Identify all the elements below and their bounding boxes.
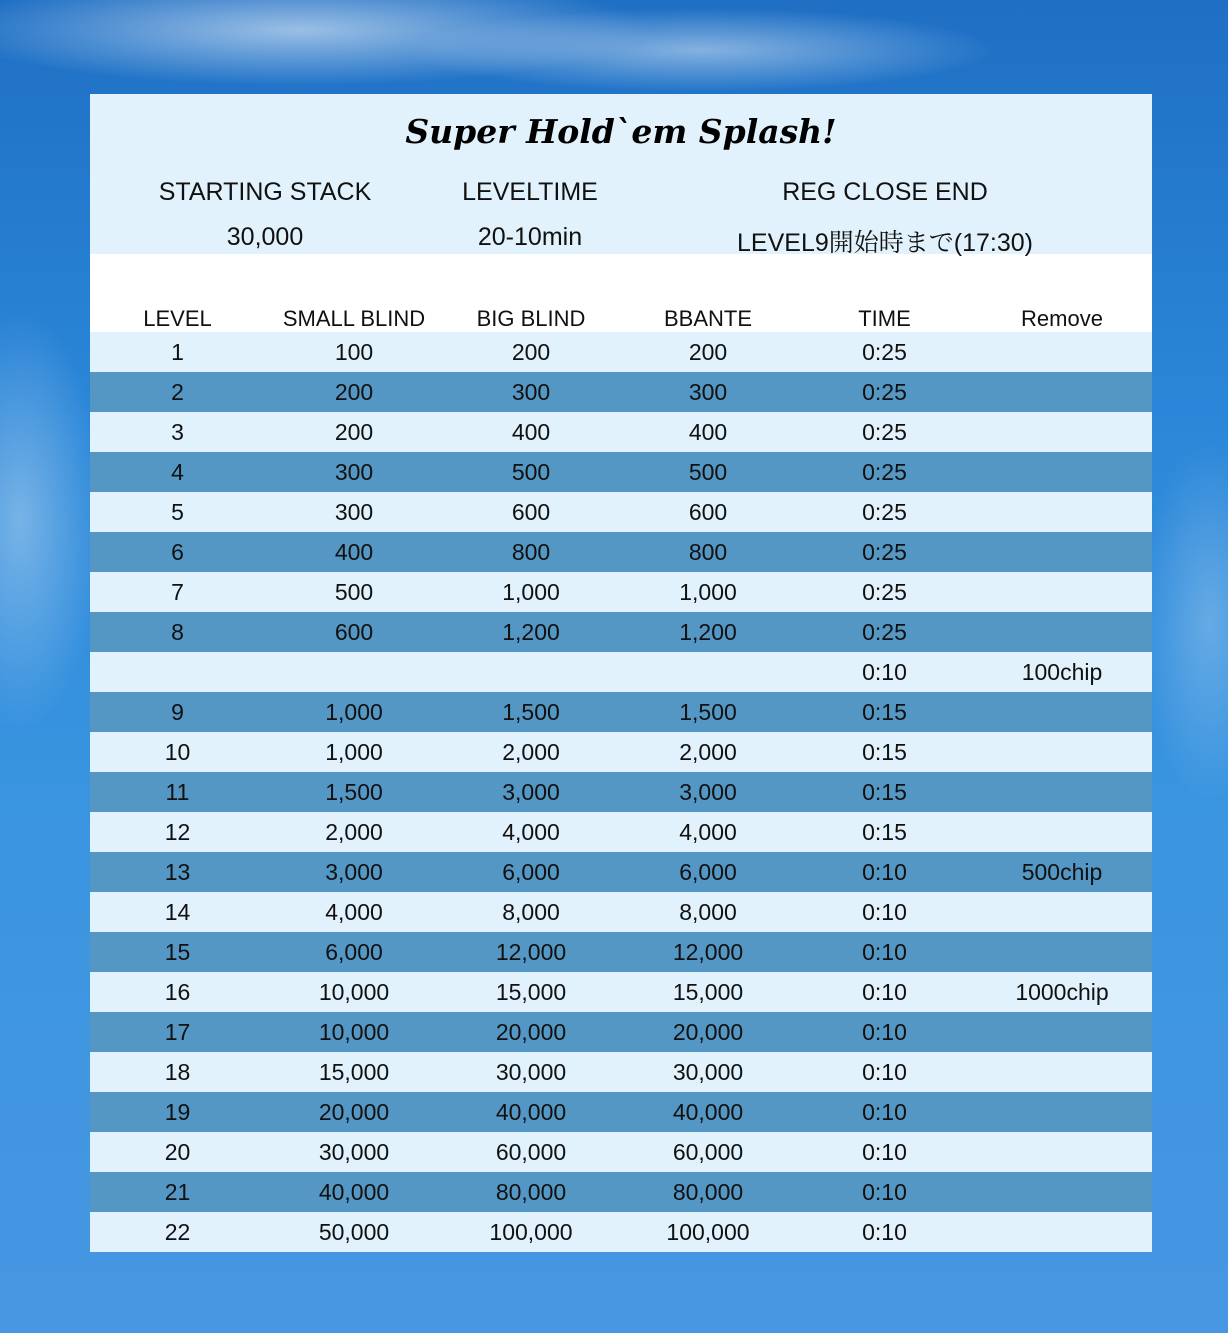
cell-bbante: 80,000 bbox=[672, 1178, 744, 1205]
cell-small-blind: 1,000 bbox=[325, 698, 383, 725]
cell-time: 0:15 bbox=[862, 818, 907, 845]
cell-bbante: 12,000 bbox=[672, 938, 744, 965]
cell-time: 0:10 bbox=[862, 658, 907, 685]
cell-small-blind: 3,000 bbox=[325, 858, 383, 885]
cell-time: 0:15 bbox=[862, 698, 907, 725]
table-row bbox=[90, 852, 1152, 892]
cell-bbante: 500 bbox=[688, 458, 728, 485]
cell-time: 0:10 bbox=[862, 1058, 907, 1085]
cell-small-blind: 4,000 bbox=[325, 898, 383, 925]
cell-level: 10 bbox=[164, 738, 191, 765]
table-row bbox=[90, 652, 1152, 692]
table-row bbox=[90, 612, 1152, 652]
cell-big-blind: 6,000 bbox=[502, 858, 560, 885]
cell-level: 22 bbox=[164, 1218, 191, 1245]
cell-big-blind: 8,000 bbox=[502, 898, 560, 925]
cell-level: 15 bbox=[164, 938, 191, 965]
table-row bbox=[90, 972, 1152, 1012]
cell-bbante: 40,000 bbox=[672, 1098, 744, 1125]
cell-level: 2 bbox=[171, 378, 184, 405]
cell-bbante: 15,000 bbox=[672, 978, 744, 1005]
column-header-time: TIME bbox=[858, 306, 911, 331]
table-row bbox=[90, 1052, 1152, 1092]
table-row bbox=[90, 1092, 1152, 1132]
cell-small-blind: 100 bbox=[334, 338, 374, 365]
table-row bbox=[90, 772, 1152, 812]
table-header bbox=[90, 296, 1152, 332]
cell-bbante: 60,000 bbox=[672, 1138, 744, 1165]
cell-level: 13 bbox=[164, 858, 191, 885]
cell-time: 0:10 bbox=[862, 978, 907, 1005]
table-row bbox=[90, 1132, 1152, 1172]
cell-remove: 500chip bbox=[1021, 858, 1103, 885]
cell-big-blind: 15,000 bbox=[495, 978, 567, 1005]
cell-time: 0:10 bbox=[862, 858, 907, 885]
cell-bbante: 20,000 bbox=[672, 1018, 744, 1045]
cell-big-blind: 600 bbox=[511, 498, 551, 525]
cell-small-blind: 500 bbox=[334, 578, 374, 605]
cell-small-blind: 1,500 bbox=[325, 778, 383, 805]
cell-bbante: 6,000 bbox=[679, 858, 737, 885]
cell-big-blind: 12,000 bbox=[495, 938, 567, 965]
column-header-big-blind: BIG BLIND bbox=[476, 306, 586, 331]
cell-bbante: 1,200 bbox=[679, 618, 737, 645]
cell-remove: 100chip bbox=[1021, 658, 1103, 685]
cell-small-blind: 300 bbox=[334, 498, 374, 525]
cell-level: 19 bbox=[164, 1098, 191, 1125]
cell-big-blind: 500 bbox=[511, 458, 551, 485]
cell-small-blind: 20,000 bbox=[318, 1098, 390, 1125]
table-row bbox=[90, 1212, 1152, 1252]
cell-big-blind: 1,200 bbox=[502, 618, 560, 645]
cell-level: 18 bbox=[164, 1058, 191, 1085]
cell-level: 12 bbox=[164, 818, 191, 845]
cell-level: 16 bbox=[164, 978, 191, 1005]
cell-bbante: 30,000 bbox=[672, 1058, 744, 1085]
cell-small-blind: 30,000 bbox=[318, 1138, 390, 1165]
cell-big-blind: 60,000 bbox=[495, 1138, 567, 1165]
starting-stack-label: STARTING STACK bbox=[158, 178, 372, 206]
reg-close-info bbox=[690, 178, 1080, 259]
cell-time: 0:25 bbox=[862, 338, 907, 365]
cell-time: 0:10 bbox=[862, 938, 907, 965]
cell-time: 0:25 bbox=[862, 378, 907, 405]
cell-level: 5 bbox=[171, 498, 184, 525]
cell-time: 0:10 bbox=[862, 1018, 907, 1045]
tournament-title: Super Hold`em Splash! bbox=[405, 112, 837, 151]
cell-time: 0:10 bbox=[862, 1098, 907, 1125]
table-row bbox=[90, 812, 1152, 852]
cell-small-blind: 300 bbox=[334, 458, 374, 485]
cell-small-blind: 10,000 bbox=[318, 978, 390, 1005]
cell-time: 0:10 bbox=[862, 1138, 907, 1165]
starting-stack-info bbox=[130, 178, 400, 252]
cell-time: 0:25 bbox=[862, 578, 907, 605]
cell-small-blind: 1,000 bbox=[325, 738, 383, 765]
cell-level: 8 bbox=[171, 618, 184, 645]
cell-bbante: 200 bbox=[688, 338, 728, 365]
table-row bbox=[90, 932, 1152, 972]
cell-level: 14 bbox=[164, 898, 191, 925]
cell-big-blind: 800 bbox=[511, 538, 551, 565]
cell-small-blind: 200 bbox=[334, 378, 374, 405]
cell-time: 0:25 bbox=[862, 458, 907, 485]
cell-big-blind: 80,000 bbox=[495, 1178, 567, 1205]
cell-big-blind: 40,000 bbox=[495, 1098, 567, 1125]
table-row bbox=[90, 372, 1152, 412]
cell-time: 0:25 bbox=[862, 418, 907, 445]
level-time-value: 20-10min bbox=[477, 223, 583, 251]
cell-bbante: 400 bbox=[688, 418, 728, 445]
cell-bbante: 1,500 bbox=[679, 698, 737, 725]
cell-level: 11 bbox=[165, 778, 190, 805]
cell-time: 0:15 bbox=[862, 778, 907, 805]
cell-time: 0:10 bbox=[862, 1178, 907, 1205]
tournament-header bbox=[90, 94, 1152, 257]
reg-close-value: LEVEL9開始時まで(17:30) bbox=[737, 229, 1033, 257]
cell-bbante: 4,000 bbox=[679, 818, 737, 845]
header-spacer bbox=[90, 254, 1152, 296]
cell-big-blind: 4,000 bbox=[502, 818, 560, 845]
table-row bbox=[90, 412, 1152, 452]
cell-big-blind: 400 bbox=[511, 418, 551, 445]
cell-big-blind: 1,000 bbox=[502, 578, 560, 605]
cell-time: 0:10 bbox=[862, 898, 907, 925]
cell-small-blind: 15,000 bbox=[318, 1058, 390, 1085]
cell-level: 3 bbox=[171, 418, 184, 445]
cell-time: 0:25 bbox=[862, 538, 907, 565]
cell-big-blind: 30,000 bbox=[495, 1058, 567, 1085]
cell-big-blind: 20,000 bbox=[495, 1018, 567, 1045]
cell-small-blind: 400 bbox=[334, 538, 374, 565]
table-row bbox=[90, 332, 1152, 372]
level-time-info bbox=[420, 178, 640, 252]
cell-level: 20 bbox=[164, 1138, 191, 1165]
starting-stack-value: 30,000 bbox=[226, 223, 304, 251]
cell-time: 0:15 bbox=[862, 738, 907, 765]
cell-bbante: 3,000 bbox=[679, 778, 737, 805]
cell-bbante: 600 bbox=[688, 498, 728, 525]
cell-level: 6 bbox=[171, 538, 184, 565]
cell-level: 21 bbox=[164, 1178, 191, 1205]
cell-small-blind: 40,000 bbox=[318, 1178, 390, 1205]
cell-bbante: 300 bbox=[688, 378, 728, 405]
cell-big-blind: 1,500 bbox=[502, 698, 560, 725]
column-header-remove: Remove bbox=[1021, 306, 1103, 331]
table-row bbox=[90, 492, 1152, 532]
blind-structure-panel bbox=[90, 94, 1152, 1245]
cell-time: 0:10 bbox=[862, 1218, 907, 1245]
cell-level: 17 bbox=[164, 1018, 191, 1045]
cell-level: 7 bbox=[171, 578, 184, 605]
table-row bbox=[90, 892, 1152, 932]
table-row bbox=[90, 692, 1152, 732]
cell-small-blind: 200 bbox=[334, 418, 374, 445]
cell-small-blind: 10,000 bbox=[318, 1018, 390, 1045]
cell-small-blind: 600 bbox=[334, 618, 374, 645]
cell-bbante: 8,000 bbox=[679, 898, 737, 925]
cell-bbante: 100,000 bbox=[666, 1218, 750, 1245]
cell-big-blind: 2,000 bbox=[502, 738, 560, 765]
table-row bbox=[90, 1172, 1152, 1212]
column-header-level: LEVEL bbox=[143, 306, 212, 331]
column-header-bbante: BBANTE bbox=[663, 306, 753, 331]
table-row bbox=[90, 1012, 1152, 1052]
table-row bbox=[90, 452, 1152, 492]
cell-level: 9 bbox=[171, 698, 184, 725]
cell-time: 0:25 bbox=[862, 618, 907, 645]
level-time-label: LEVELTIME bbox=[462, 178, 598, 206]
cell-small-blind: 50,000 bbox=[318, 1218, 390, 1245]
column-header-small-blind: SMALL BLIND bbox=[282, 306, 426, 331]
cell-small-blind: 2,000 bbox=[325, 818, 383, 845]
cell-remove: 1000chip bbox=[1015, 978, 1109, 1005]
cell-bbante: 800 bbox=[688, 538, 728, 565]
cell-time: 0:25 bbox=[862, 498, 907, 525]
table-row bbox=[90, 532, 1152, 572]
cell-small-blind: 6,000 bbox=[325, 938, 383, 965]
table-row bbox=[90, 572, 1152, 612]
cell-bbante: 2,000 bbox=[679, 738, 737, 765]
reg-close-label: REG CLOSE END bbox=[782, 178, 988, 206]
cell-big-blind: 100,000 bbox=[489, 1218, 573, 1245]
cell-big-blind: 300 bbox=[511, 378, 551, 405]
cell-big-blind: 3,000 bbox=[502, 778, 560, 805]
blind-table-body bbox=[90, 332, 1152, 1252]
table-row bbox=[90, 732, 1152, 772]
cell-level: 1 bbox=[171, 338, 184, 365]
cell-bbante: 1,000 bbox=[679, 578, 737, 605]
cell-level: 4 bbox=[171, 458, 184, 485]
cell-big-blind: 200 bbox=[511, 338, 551, 365]
